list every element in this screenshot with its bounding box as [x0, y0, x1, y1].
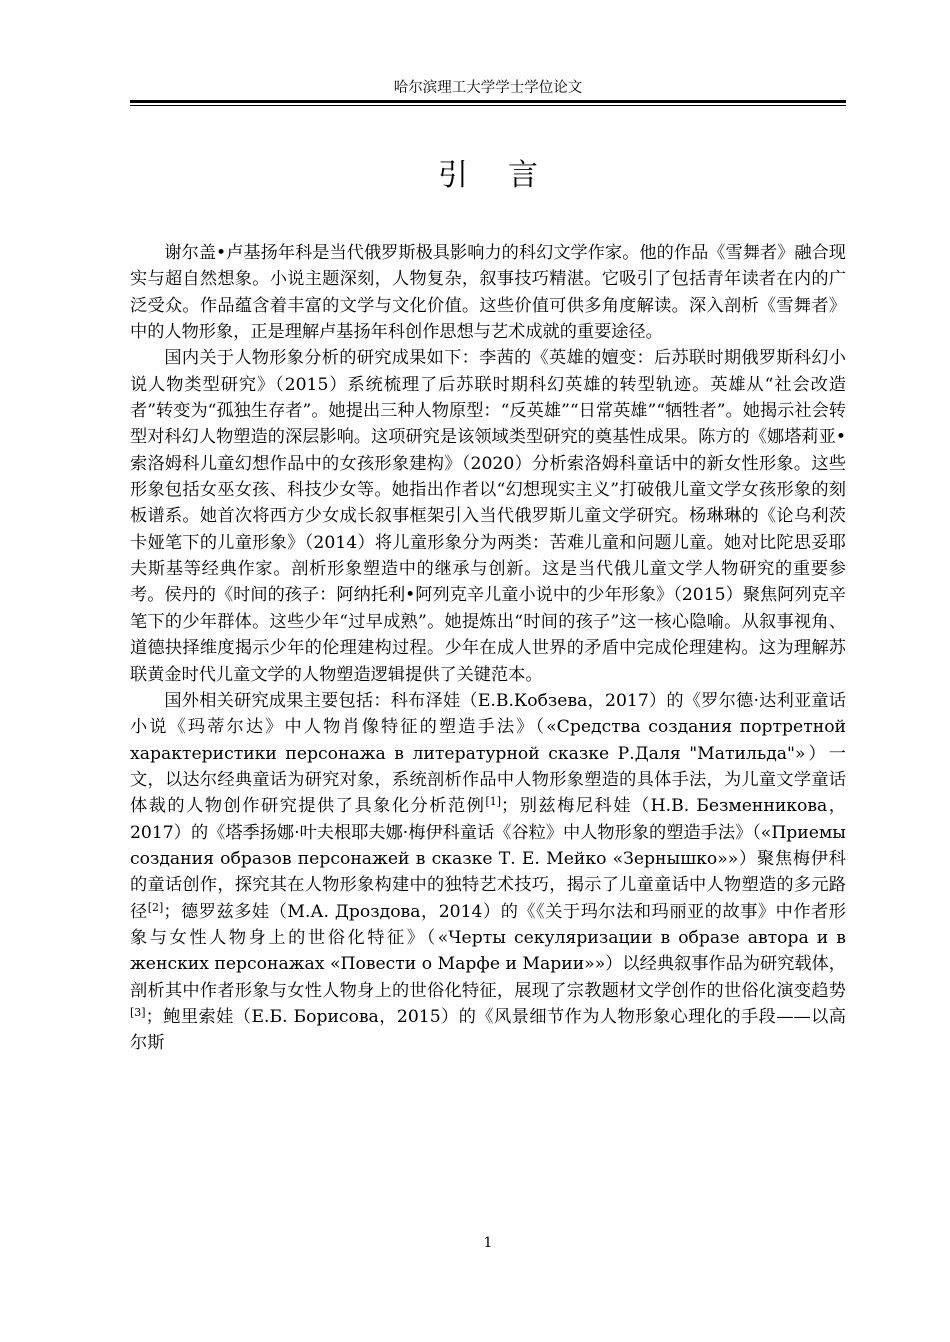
- citation-3: [3]: [130, 1005, 146, 1019]
- paragraph-author-intro: 谢尔盖•卢基扬年科是当代俄罗斯极具影响力的科幻文学作家。他的作品《雪舞者》融合现实与超自然想象。小说主题深刻，人物复杂，叙事技巧精湛。它吸引了包括青年读者在内的广泛受众。作品蕴含着丰富的文学与文化价值。这些价值可供多角度解读。深入剖析《雪舞者》中的人物形象，正是理解卢基扬年科创作思想与艺术成就的重要途径。: [130, 243, 846, 343]
- running-header: 哈尔滨理工大学学士学位论文: [393, 80, 583, 96]
- citation-1: [1]: [485, 795, 502, 809]
- foreign-research-part-3: ；德罗兹多娃（М.А. Дроздова，2014）的《《关于玛尔法和玛丽亚的故事》中作者形象与女性人物身上的世俗化特征》（«Черты секуляризации в образе автора и в женских персонажах «Повести о Марфе и Марии»»）以经典叙事作品为研究载体，剖析其中作者形象与女性人物身上的世俗化特征，展现了宗教题材文学创作的世俗化演变趋势: [130, 901, 846, 1001]
- chapter-title: 引言: [438, 158, 578, 193]
- body-text: [130, 240, 846, 1057]
- page-number: 1: [483, 1235, 493, 1251]
- paragraph-foreign-research: [130, 688, 846, 1057]
- foreign-research-part-1: 国外相关研究成果主要包括：科布泽娃（Е.В.Кобзева，2017）的《罗尔德·达利亚童话小说《玛蒂尔达》中人物肖像特征的塑造手法》（«Средства создания портретной характеристики персонажа в литературной сказке Р.Даля "Матильда"»）一文，以达尔经典童话为研究对象，系统剖析作品中人物形象塑造的具体手法，为儿童文学童话体裁的人物创作研究提供了具象化分析范例: [130, 690, 846, 817]
- foreign-research-part-2: ；别兹梅尼科娃（Н.В. Безменникова，2017）的《塔季扬娜·叶夫根耶夫娜·梅伊科童话《谷粒》中人物形象的塑造手法》（«Приемы создания образов персонажей в сказке Т. Е. Мейко «Зернышко»»）聚焦梅伊科的童话创作，探究其在人物形象构建中的独特艺术技巧，揭示了儿童童话中人物塑造的多元路径: [130, 796, 846, 922]
- header-rule-thick: [130, 100, 846, 103]
- foreign-research-part-4: ；鲍里索娃（Е.Б. Борисова，2015）的《风景细节作为人物形象心理化的手段——以高尔斯: [130, 1006, 846, 1054]
- paragraph-domestic-research: 国内关于人物形象分析的研究成果如下：李茜的《英雄的嬗变：后苏联时期俄罗斯科幻小说人物类型研究》（2015）系统梳理了后苏联时期科幻英雄的转型轨迹。英雄从“社会改造者”转变为“孤独生存者”。她提出三种人物原型：“反英雄”“日常英雄”“牺牲者”。她揭示社会转型对科幻人物塑造的深层影响。这项研究是该领域类型研究的奠基性成果。陈方的《娜塔莉亚•索洛姆科儿童幻想作品中的女孩形象建构》（2020）分析索洛姆科童话中的新女性形象。这些形象包括女巫女孩、科技少女等。她指出作者以“幻想现实主义”打破俄儿童文学女孩形象的刻板谱系。她首次将西方少女成长叙事框架引入当代俄罗斯儿童文学研究。杨琳琳的《论乌利茨卡娅笔下的儿童形象》（2014）将儿童形象分为两类：苦难儿童和问题儿童。她对比陀思妥耶夫斯基等经典作家。剖析形象塑造中的继承与创新。这是当代俄儿童文学人物研究的重要参考。侯丹的《时间的孩子：阿纳托利•阿列克辛儿童小说中的少年形象》（2015）聚焦阿列克辛笔下的少年群体。这些少年“过早成熟”。她提炼出“时间的孩子”这一核心隐喻。从叙事视角、道德抉择维度揭示少年的伦理建构过程。少年在成人世界的矛盾中完成伦理建构。这为理解苏联黄金时代儿童文学的人物塑造逻辑提供了关键范本。: [130, 348, 846, 685]
- citation-2: [2]: [147, 900, 164, 914]
- header-rule-thin: [130, 105, 846, 106]
